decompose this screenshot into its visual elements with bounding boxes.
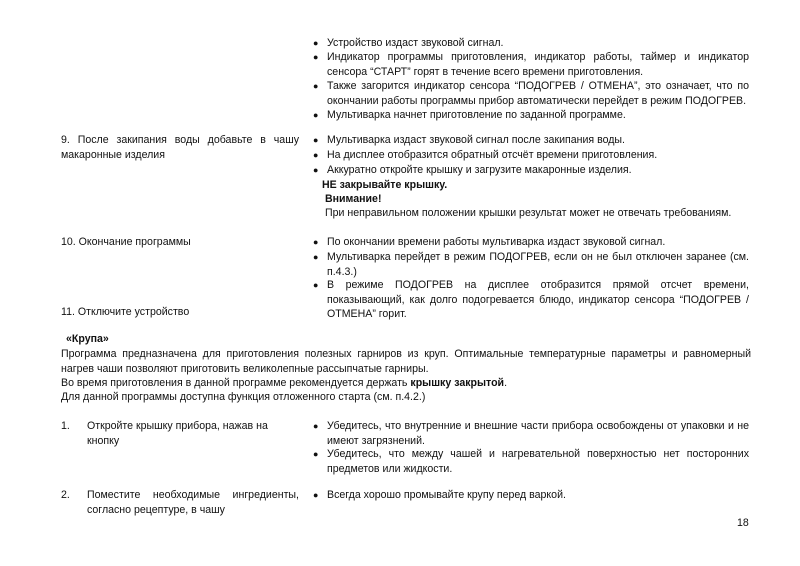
bullet-icon: ● [313, 135, 319, 145]
list-item-text: По окончании времени работы мультиварка издаст звуковой сигнал. [327, 236, 666, 248]
list-item [313, 447, 749, 476]
list-item-text: Аккуратно откройте крышку и загрузите макаронные изделия. [327, 164, 632, 176]
bullet-icon: ● [313, 150, 319, 160]
attention-heading: Внимание! [325, 193, 382, 205]
lid-recommendation [61, 376, 507, 391]
list-item [313, 278, 749, 322]
step-11-label: 11. Отключите устройство [61, 306, 190, 318]
step-10-label: 10. Окончание программы [61, 236, 191, 248]
list-item-text: Убедитесь, что между чашей и нагревательной поверхностью нет посторонних предметов или жидкости. [327, 448, 749, 475]
list-item-text: Мультиварка издаст звуковой сигнал после закипания воды. [327, 134, 625, 146]
attention-note: При неправильном положении крышки результат может не отвечать требованиям. [325, 207, 732, 219]
section-heading: «Крупа» [66, 333, 109, 345]
step-label: Откройте крышку прибора, нажав на кнопку [87, 420, 268, 447]
list-item-text: Индикатор программы приготовления, индикатор работы, таймер и индикатор сенсора “СТАРТ” горят в течение всего времени приготовления. [327, 51, 749, 78]
list-item-text: Убедитесь, что внутренние и внешние части прибора освобождены от упаковки и не имеют загрязнений. [327, 420, 749, 447]
list-item [313, 108, 749, 123]
section-description: Программа предназначена для приготовления полезных гарниров из круп. Оптимальные температурные параметры и равномерный нагрев чаши позволяют приготовить великолепные рассыпчатые гарниры. [61, 348, 751, 375]
lid-end: . [504, 377, 508, 389]
list-item [313, 163, 749, 178]
list-item-text: На дисплее отобразится обратный отсчёт времени приготовления. [327, 149, 658, 161]
list-item-text: Всегда хорошо промывайте крупу перед варкой. [327, 489, 566, 501]
bullet-icon: ● [313, 81, 319, 91]
step-number: 2. [61, 489, 70, 501]
list-item [313, 235, 749, 250]
step-label: Поместите необходимые ингредиенты, согласно рецептуре, в чашу [87, 489, 299, 516]
list-item [313, 148, 749, 163]
bullet-icon: ● [313, 165, 319, 175]
list-item [313, 250, 749, 279]
list-item [313, 50, 749, 79]
krupa-step-2 [61, 488, 299, 517]
krupa-step-1 [61, 419, 299, 448]
warning-text: НЕ закрывайте крышку. [322, 179, 448, 191]
list-item [313, 133, 749, 148]
bullet-icon: ● [313, 237, 319, 247]
bullet-icon: ● [313, 38, 319, 48]
bullet-icon: ● [313, 110, 319, 120]
list-item-text: В режиме ПОДОГРЕВ на дисплее отобразится прямой отсчет времени, показывающий, как долго подогревается блюдо, индикатор сенсора “ПОДОГРЕВ / ОТМЕНА” горит. [327, 279, 749, 321]
step-9-label: 9. После закипания воды добавьте в чашу макаронные изделия [61, 134, 299, 161]
lid-text: Во время приготовления в данной программе рекомендуется держать [61, 377, 411, 389]
bullet-icon: ● [313, 52, 319, 62]
list-item [313, 488, 749, 503]
list-item-text: Мультиварка начнет приготовление по заданной программе. [327, 109, 626, 121]
list-item [313, 79, 749, 108]
bullet-icon: ● [313, 449, 319, 459]
list-item-text: Мультиварка перейдет в режим ПОДОГРЕВ, если он не был отключен заранее (см. п.4.3.) [327, 251, 749, 278]
bullet-icon: ● [313, 280, 319, 290]
delay-start-note: Для данной программы доступна функция отложенного старта (см. п.4.2.) [61, 391, 426, 403]
lid-emphasis: крышку закрытой [410, 377, 505, 389]
bullet-icon: ● [313, 490, 319, 500]
bullet-icon: ● [313, 421, 319, 431]
bullet-icon: ● [313, 252, 319, 262]
list-item-text: Устройство издаст звуковой сигнал. [327, 37, 504, 49]
list-item [313, 36, 749, 51]
step-number: 1. [61, 420, 70, 432]
page-number: 18 [737, 517, 749, 529]
list-item-text: Также загорится индикатор сенсора “ПОДОГРЕВ / ОТМЕНА”, это означает, что по окончании работы программы прибор автоматически перейдет в режим ПОДОГРЕВ. [327, 80, 749, 107]
list-item [313, 419, 749, 448]
